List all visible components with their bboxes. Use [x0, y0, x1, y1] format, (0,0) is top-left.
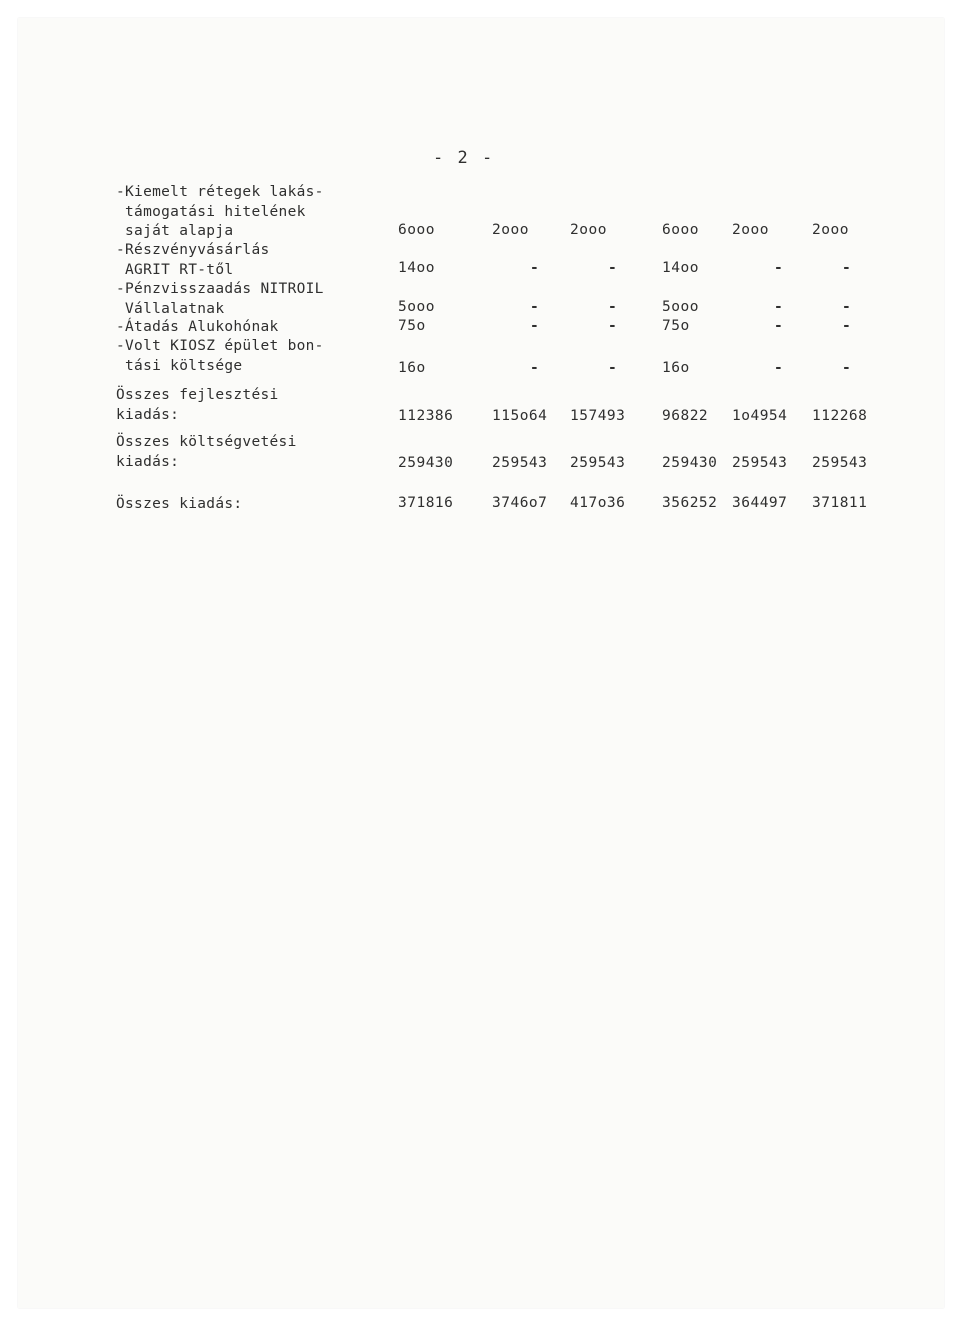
value-cell: 371816 — [398, 495, 454, 511]
value-cell: 259430 — [398, 455, 454, 471]
value-cell: 356252 — [662, 495, 718, 511]
value-cell: - — [608, 318, 618, 334]
value-cell: 259543 — [570, 455, 626, 471]
value-cell: 16o — [662, 360, 690, 376]
value-cell: - — [608, 360, 618, 376]
page-number: - 2 - — [433, 148, 495, 168]
value-cell: 16o — [398, 360, 426, 376]
value-cell: - — [774, 360, 784, 376]
value-cell: - — [530, 360, 540, 376]
value-cell: 14oo — [662, 260, 699, 276]
row-label: -Volt KIOSZ épület bon- tási költsége — [116, 338, 324, 374]
row-label: Összes kiadás: — [116, 496, 243, 512]
value-cell: 417o36 — [570, 495, 626, 511]
row-label: Összes költségvetési kiadás: — [116, 434, 297, 470]
value-cell: 259543 — [492, 455, 548, 471]
row-label: -Átadás Alukohónak — [116, 319, 279, 335]
value-cell: 5ooo — [398, 299, 435, 315]
row-label: -Kiemelt rétegek lakás- támogatási hitelének saját alapja — [116, 184, 324, 239]
value-cell: - — [774, 299, 784, 315]
value-cell: 75o — [662, 318, 690, 334]
value-cell: - — [608, 299, 618, 315]
document-page — [18, 18, 944, 1308]
value-cell: - — [842, 360, 852, 376]
value-cell: - — [608, 260, 618, 276]
value-cell: 2ooo — [570, 222, 607, 238]
value-cell: 5ooo — [662, 299, 699, 315]
value-cell: 14oo — [398, 260, 435, 276]
value-cell: 75o — [398, 318, 426, 334]
value-cell: 371811 — [812, 495, 868, 511]
value-cell: - — [530, 318, 540, 334]
value-cell: 1o4954 — [732, 408, 788, 424]
value-cell: - — [774, 260, 784, 276]
value-cell: 3746o7 — [492, 495, 548, 511]
row-label: Összes fejlesztési kiadás: — [116, 387, 279, 423]
value-cell: 259543 — [732, 455, 788, 471]
value-cell: 6ooo — [662, 222, 699, 238]
value-cell: 364497 — [732, 495, 788, 511]
value-cell: 115o64 — [492, 408, 548, 424]
value-cell: 259543 — [812, 455, 868, 471]
row-label: -Pénzvisszaadás NITROIL Vállalatnak — [116, 281, 324, 317]
value-cell: - — [530, 299, 540, 315]
value-cell: 2ooo — [492, 222, 529, 238]
value-cell: 96822 — [662, 408, 709, 424]
value-cell: 112386 — [398, 408, 454, 424]
value-cell: 6ooo — [398, 222, 435, 238]
row-label: -Részvényvásárlás AGRIT RT-től — [116, 242, 270, 278]
value-cell: 112268 — [812, 408, 868, 424]
value-cell: - — [842, 260, 852, 276]
value-cell: 259430 — [662, 455, 718, 471]
value-cell: - — [842, 318, 852, 334]
value-cell: - — [842, 299, 852, 315]
value-cell: 2ooo — [732, 222, 769, 238]
value-cell: - — [530, 260, 540, 276]
value-cell: - — [774, 318, 784, 334]
value-cell: 2ooo — [812, 222, 849, 238]
value-cell: 157493 — [570, 408, 626, 424]
